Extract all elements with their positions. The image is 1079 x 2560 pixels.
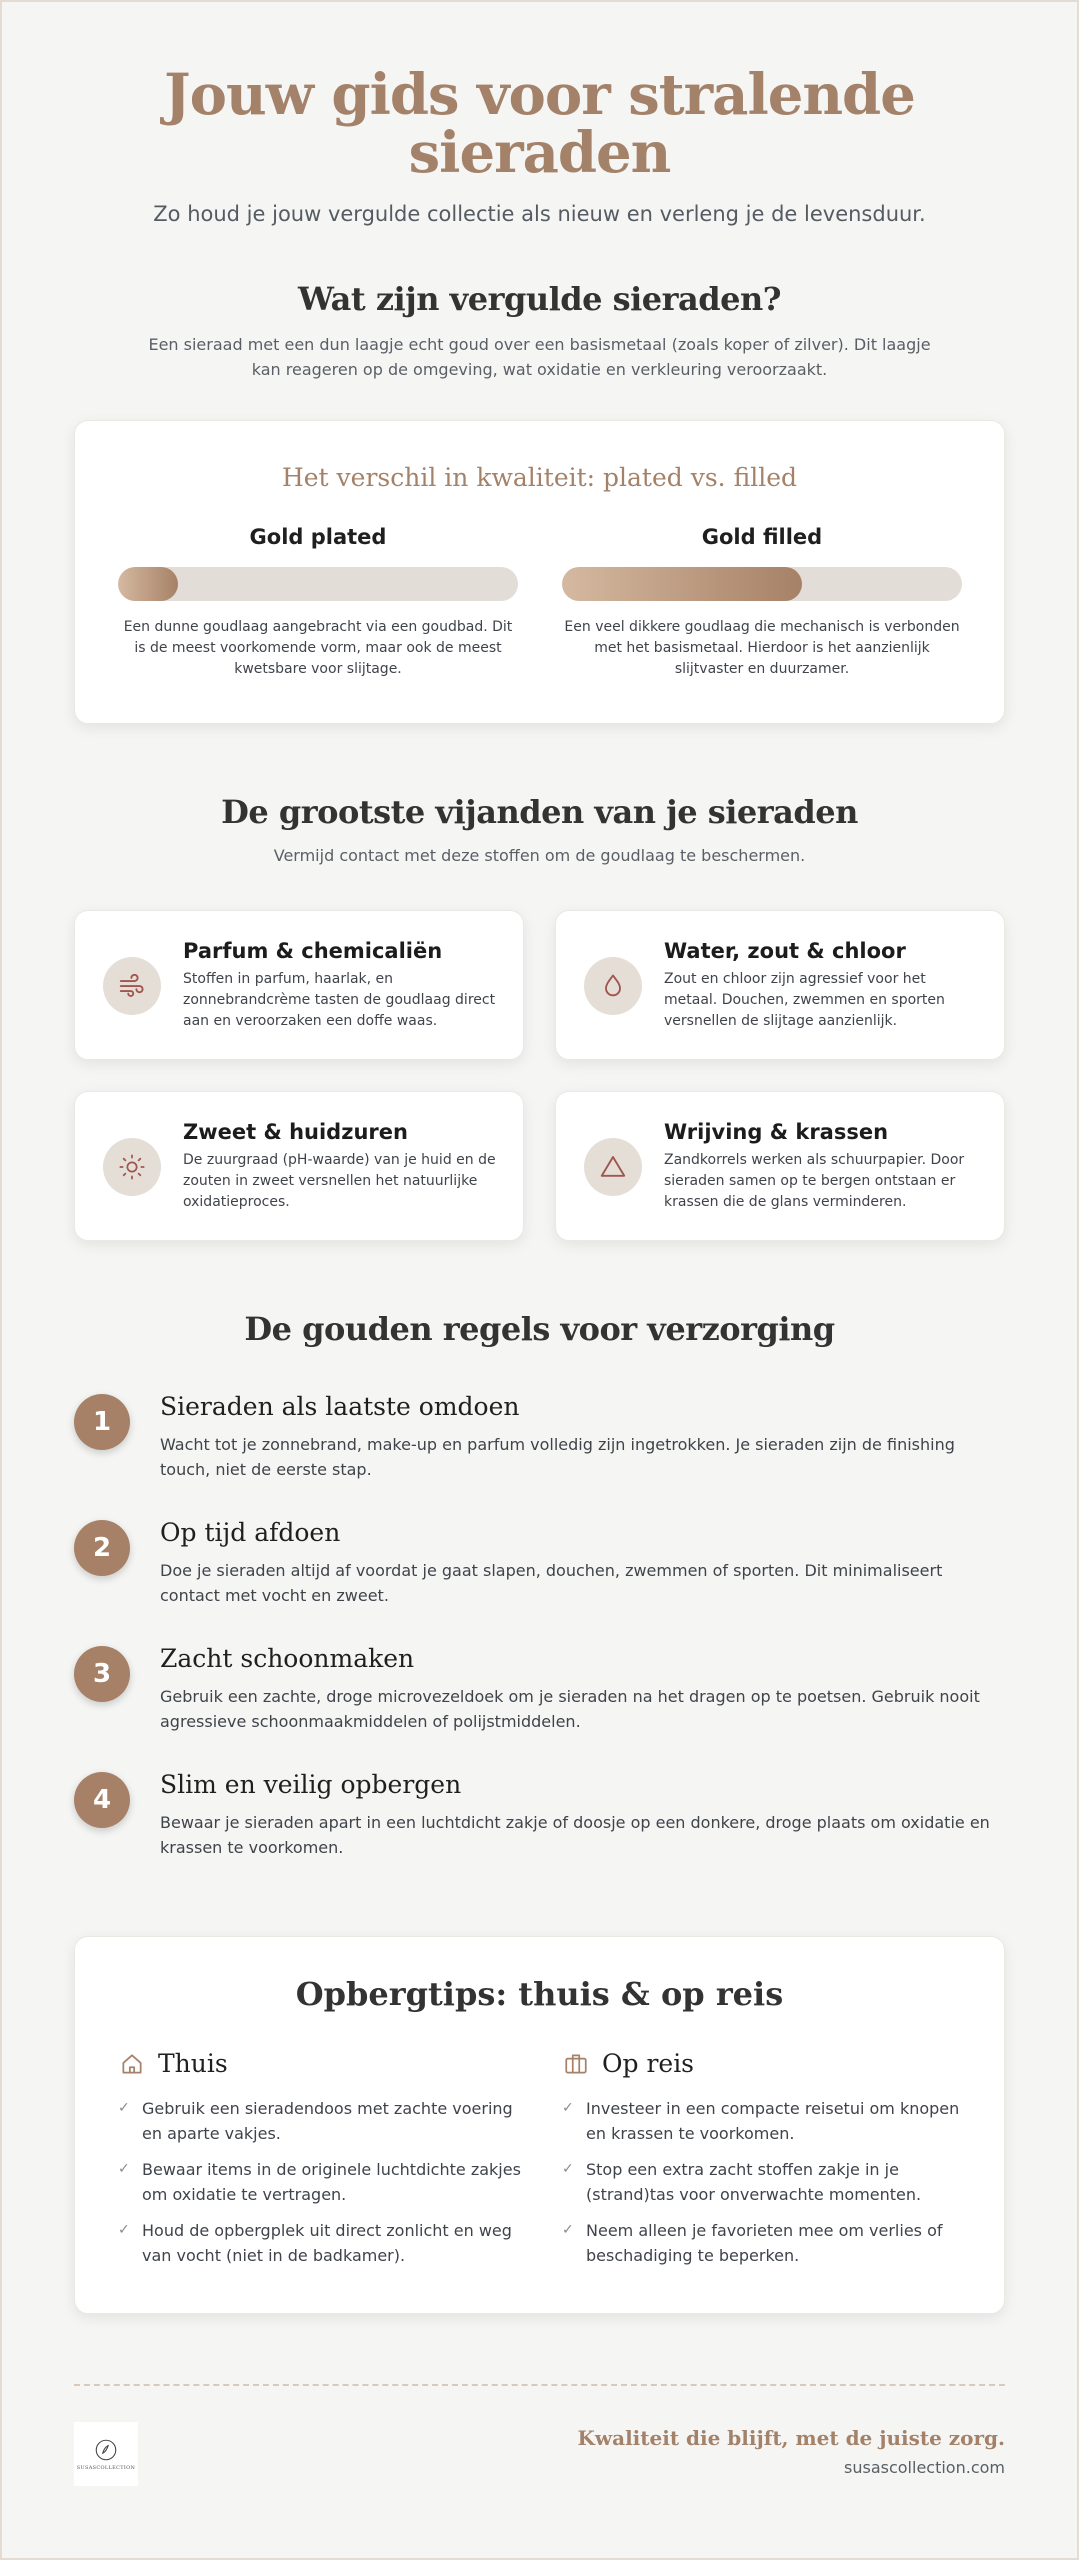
- storage-title: Opbergtips: thuis & op reis: [295, 1975, 784, 2013]
- filled-bar: [562, 567, 962, 601]
- rule-title: Op tijd afdoen: [160, 1518, 341, 1547]
- filled-column: [562, 525, 962, 680]
- rule-text: Wacht tot je zonnebrand, make-up en parfum volledig zijn ingetrokken. Je sieraden zijn de finishing touch, niet de eerste stap.: [160, 1435, 955, 1479]
- sun-icon: [103, 1138, 161, 1196]
- footer-tagline: Kwaliteit die blijft, met de juiste zorg.: [577, 2426, 1005, 2450]
- logo-mark-icon: [93, 2437, 119, 2463]
- enemy-text: Stoffen in parfum, haarlak, en zonnebrandcrème tasten de goudlaag direct aan en veroorzaken een doffe waas.: [183, 971, 496, 1029]
- enemy-text: Zout en chloor zijn agressief voor het metaal. Douchen, zwemmen en sporten versnellen de slijtage aanzienlijk.: [664, 971, 945, 1029]
- rule-title: Sieraden als laatste omdoen: [160, 1392, 520, 1421]
- plated-bar-fill: [118, 567, 178, 601]
- storage-card: [74, 1936, 1005, 2314]
- rule-title: Slim en veilig opbergen: [160, 1770, 462, 1799]
- droplet-icon: [584, 957, 642, 1015]
- rule-text: Doe je sieraden altijd af voordat je gaat slapen, douchen, zwemmen of sporten. Dit minimaliseert contact met vocht en zweet.: [160, 1561, 943, 1605]
- storage-travel-list: [562, 2096, 972, 2268]
- enemy-card-sweat: [74, 1091, 524, 1241]
- rule-number-badge: 4: [74, 1772, 130, 1828]
- enemy-title: Water, zout & chloor: [664, 939, 906, 963]
- enemy-text: Zandkorrels werken als schuurpapier. Door sieraden samen op te bergen ontstaan er krassen die de glans verminderen.: [664, 1152, 965, 1210]
- plated-column: [118, 525, 518, 680]
- filled-bar-fill: [562, 567, 802, 601]
- plated-bar: [118, 567, 518, 601]
- storage-home-column: [118, 2049, 528, 2279]
- list-item: ✓ Stop een extra zacht stoffen zakje in je (strand)tas voor onverwachte momenten.: [562, 2157, 972, 2207]
- check-icon: ✓: [562, 2161, 574, 2177]
- rules-header: [74, 1310, 1005, 1348]
- triangle-icon: [584, 1138, 642, 1196]
- page-subtitle: Zo houd je jouw vergulde collectie als nieuw en verleng je de levensduur.: [153, 202, 926, 226]
- list-item: ✓ Gebruik een sieradendoos met zachte voering en aparte vakjes.: [118, 2096, 528, 2146]
- plated-text: Een dunne goudlaag aangebracht via een goudbad. Dit is de meest voorkomende vorm, maar ook de meest kwetsbare voor slijtage.: [123, 619, 513, 677]
- enemy-card-water: [555, 910, 1005, 1060]
- enemy-title: Zweet & huidzuren: [183, 1120, 408, 1144]
- what-section: [74, 280, 1005, 382]
- enemies-title: De grootste vijanden van je sieraden: [221, 793, 858, 831]
- page-header: [74, 62, 1005, 226]
- check-icon: ✓: [118, 2222, 130, 2238]
- page-title: Jouw gids voor stralende sieraden: [164, 62, 915, 186]
- filled-label: Gold filled: [701, 525, 823, 549]
- storage-home-list: [118, 2096, 528, 2268]
- comparison-card: [74, 420, 1005, 724]
- check-icon: ✓: [562, 2222, 574, 2238]
- comparison-title: Het verschil in kwaliteit: plated vs. filled: [281, 463, 798, 492]
- enemies-header: [74, 793, 1005, 868]
- what-title: Wat zijn vergulde sieraden?: [298, 280, 781, 318]
- check-icon: ✓: [118, 2161, 130, 2177]
- storage-home-title: Thuis: [158, 2049, 228, 2078]
- rule-item: [74, 1520, 1005, 1630]
- filled-text: Een veel dikkere goudlaag die mechanisch is verbonden met het basismetaal. Hierdoor is het aanzienlijk slijtvaster en duurzamer.: [564, 619, 960, 677]
- rule-item: [74, 1646, 1005, 1756]
- list-item: ✓ Houd de opbergplek uit direct zonlicht en weg van vocht (niet in de badkamer).: [118, 2218, 528, 2268]
- home-icon: [118, 2050, 146, 2078]
- rule-number-badge: 2: [74, 1520, 130, 1576]
- wind-icon: [103, 957, 161, 1015]
- list-item: ✓ Neem alleen je favorieten mee om verlies of beschadiging te beperken.: [562, 2218, 972, 2268]
- check-icon: ✓: [562, 2100, 574, 2116]
- enemy-title: Wrijving & krassen: [664, 1120, 889, 1144]
- briefcase-icon: [562, 2050, 590, 2078]
- rule-item: [74, 1772, 1005, 1882]
- list-item: ✓ Investeer in een compacte reisetui om knopen en krassen te voorkomen.: [562, 2096, 972, 2146]
- rule-item: [74, 1394, 1005, 1504]
- rule-number-badge: 3: [74, 1646, 130, 1702]
- rule-text: Bewaar je sieraden apart in een luchtdicht zakje of doosje op een donkere, droge plaats om oxidatie en krassen te voorkomen.: [160, 1813, 990, 1857]
- enemy-card-perfume: [74, 910, 524, 1060]
- brand-logo[interactable]: [74, 2422, 138, 2486]
- rule-title: Zacht schoonmaken: [160, 1644, 415, 1673]
- enemy-title: Parfum & chemicaliën: [183, 939, 443, 963]
- footer-website-link[interactable]: susascollection.com: [844, 2458, 1005, 2477]
- footer-divider: [74, 2384, 1005, 2386]
- rules-title: De gouden regels voor verzorging: [244, 1310, 835, 1348]
- check-icon: ✓: [118, 2100, 130, 2116]
- rule-text: Gebruik een zachte, droge microvezeldoek om je sieraden na het dragen op te poetsen. Gebruik nooit agressieve schoonmaakmiddelen of polijstmiddelen.: [160, 1687, 980, 1731]
- list-item: ✓ Bewaar items in de originele luchtdichte zakjes om oxidatie te vertragen.: [118, 2157, 528, 2207]
- enemies-subtitle: Vermijd contact met deze stoffen om de goudlaag te beschermen.: [273, 846, 806, 865]
- enemy-text: De zuurgraad (pH-waarde) van je huid en de zouten in zweet versnellen het natuurlijke oxidatieproces.: [183, 1152, 496, 1210]
- rule-number-badge: 1: [74, 1394, 130, 1450]
- enemy-card-friction: [555, 1091, 1005, 1241]
- storage-travel-title: Op reis: [602, 2049, 695, 2078]
- logo-text: SUSASCOLLECTION: [76, 2465, 136, 2471]
- plated-label: Gold plated: [249, 525, 387, 549]
- footer: [74, 2384, 1005, 2494]
- storage-travel-column: [562, 2049, 972, 2279]
- what-text: Een sieraad met een dun laagje echt goud over een basismetaal (zoals koper of zilver). Dit laagje kan reageren op de omgeving, wat oxidatie en verkleuring veroorzaakt.: [148, 335, 931, 379]
